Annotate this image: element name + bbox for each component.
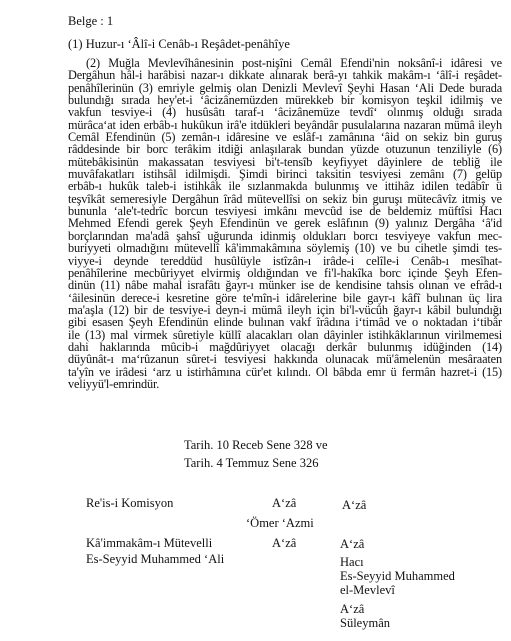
body-line: bununla ‘ale't-tedrîc borcun tesviyesi imkânı mevcûd ise de beldemiz müftîsi Hacı bbox=[68, 204, 502, 219]
body-line: ma'aşla (12) bir de tesviye-i deyn-i mümâ ileyh için bi'l-vücûh ğayr-ı kâbil bulundığı bbox=[68, 302, 502, 317]
body-line: Cemâl Efendinün (5) zemân-ı idâresine ve eslâf-ı zamânına ‘âid on sekiz bin guruş bbox=[68, 130, 502, 145]
body-line: buriyyeti olmadığını mütevellî kâ'immakâmına söylemiş (10) ve bu cihetle şimdi tes- bbox=[68, 241, 502, 256]
body-line: ‘âilesinün derece-i kesretine göre te'mîn-i idârelerine bile gayr-ı kâfî bulınan üç lira bbox=[68, 290, 502, 305]
body-line: dahi haklarında mûcib-i mağdûriyyet olacağı derkâr bulunmış idüğinden (14) bbox=[68, 339, 502, 354]
signature-reis-komisyon: Re'is-i Komisyon bbox=[86, 496, 174, 510]
body-line: veliyyü'l-emrindür. bbox=[68, 376, 160, 391]
body-line: (2) Muğla Mevlevîhânesinin post-nişîni Cemâl Efendi'nin noksânî-i idâresi ve bbox=[86, 56, 502, 70]
signature-aza: A‘zâ bbox=[272, 536, 297, 550]
body-line: ta'yîn ve irâdesi ‘arz u istirhâmına cür'et kılındı. Ol bâbda emr ü fermân hazret-i (15) bbox=[68, 364, 502, 379]
signature-es-seyyid-ali: Es-Seyyid Muhammed ‘Ali bbox=[86, 552, 225, 566]
body-line: teşvîkât semeresiyle Dergâhun îrâd mütevellîsi on sekiz bin guruşı mütecâvîz itmiş ve bbox=[68, 191, 502, 206]
address-line: (1) Huzur-ı ‘Âlî-i Cenâb-ı Reşâdet-penâhîye bbox=[68, 37, 290, 51]
body-line: bulundığı sırada hey'et-i ‘âcizânemüzden mürekkeb bir komisyon teşkil idilmiş ve bbox=[68, 93, 502, 108]
document-body bbox=[68, 57, 502, 390]
body-line: düyûnât-ı ma‘rûzanun sûret-i tesviyesi hakkında olunacak mü'âmelenün mesâraaten bbox=[68, 352, 502, 367]
signature-aza: A‘zâ bbox=[340, 537, 365, 551]
body-line: erbâb-ı hukûk taleb-i istihkâk ile sızlanmakda bulunmış ve ittihâz idilen tedâbîr ü bbox=[68, 179, 502, 194]
signature-suleyman: Süleymân bbox=[340, 616, 390, 630]
body-line: mürâca‘at iden erbâb-ı hukûkun irâ'e itdükleri beyândâr pusulalarına nazaran mümâ ileyh bbox=[68, 117, 502, 132]
signature-aza: A‘zâ bbox=[342, 498, 367, 512]
signature-es-seyyid-muhammed: Es-Seyyid Muhammed bbox=[340, 569, 455, 583]
body-line: râddesinde bir borc terâkim itdiği anlaşılarak bundan yüzde otuzunun tenziliyle (6) bbox=[68, 142, 502, 157]
signature-haci: Hacı bbox=[340, 555, 364, 569]
body-line: viyye-i deynde tereddüd husûlüyle istîzân-ı irâde-i celîle-i Cenâb-ı mesîhat- bbox=[68, 253, 502, 268]
body-line: mütebâkisinün makassatan tesviyesi bi't-tensîb keyfiyyet dâyinlere de tebliğ ile bbox=[68, 154, 502, 169]
signature-el-mevlevi: el-Mevlevî bbox=[340, 583, 395, 597]
body-line: borçlarından ma'adâ şahsî uğurunda idinmiş oldukları borcı tesviyeye vakfun mec- bbox=[68, 228, 502, 243]
date-hijri: Tarih. 10 Receb Sene 328 ve bbox=[184, 438, 328, 452]
body-line: ile (13) mal virmek sûretiyle küllî alacakları olan dâyinler istihkâklarınun virilmemesi bbox=[68, 327, 502, 342]
body-line: muvâfakatları istihsâl idilmişdi. Şimdi birinci taksitin tesviyesi zemânı (7) gelüp bbox=[68, 167, 502, 182]
date-rumi: Tarih. 4 Temmuz Sene 326 bbox=[184, 456, 319, 470]
body-line: dinün (11) nâbe mahal israfâtı ğayr-ı münker ise de kendisine tahsis olınan ve efrâd-ı bbox=[68, 278, 502, 293]
signature-kaimmakam-mutevelli: Kâ'immakâm-ı Mütevelli bbox=[86, 536, 213, 550]
signature-aza: A‘zâ bbox=[340, 602, 365, 616]
body-line: penâhîlerinün (3) emriyle gelmiş olan Denizli Mevlevî Şeyhi Hasan ‘Ali Dede burada bbox=[68, 80, 502, 95]
body-line: penâhîlerine mecbûriyyet elvirmiş oldığından ve fi'l-hakîka borc içinde Şeyh Efen- bbox=[68, 265, 502, 280]
signature-aza: A‘zâ bbox=[272, 496, 297, 510]
body-line: Dergâhun hâl-i harâbisi nazar-ı dikkate alınarak berâ-yı tahkik makâm-ı ‘âlî-i reşâdet- bbox=[68, 68, 502, 83]
document-number: Belge : 1 bbox=[68, 14, 114, 28]
signature-omer-azmi: ‘Ömer ‘Azmi bbox=[246, 516, 314, 530]
body-line: vakfun tesviye-i (4) husûsâtı taraf-ı ‘âcizânemüze tevdî‘ olınmış olduğı sırada bbox=[68, 105, 502, 120]
body-line: Mehmed Efendi gerek Şeyh Efendinün ve gerek eslâfının (9) yalınız Dergâha ‘â'id bbox=[68, 216, 502, 231]
body-line: gibi esasen Şeyh Efendinün elinde bulınan vakf îrâdına i‘timâd ve o noktadan i‘tibâr bbox=[68, 315, 502, 330]
